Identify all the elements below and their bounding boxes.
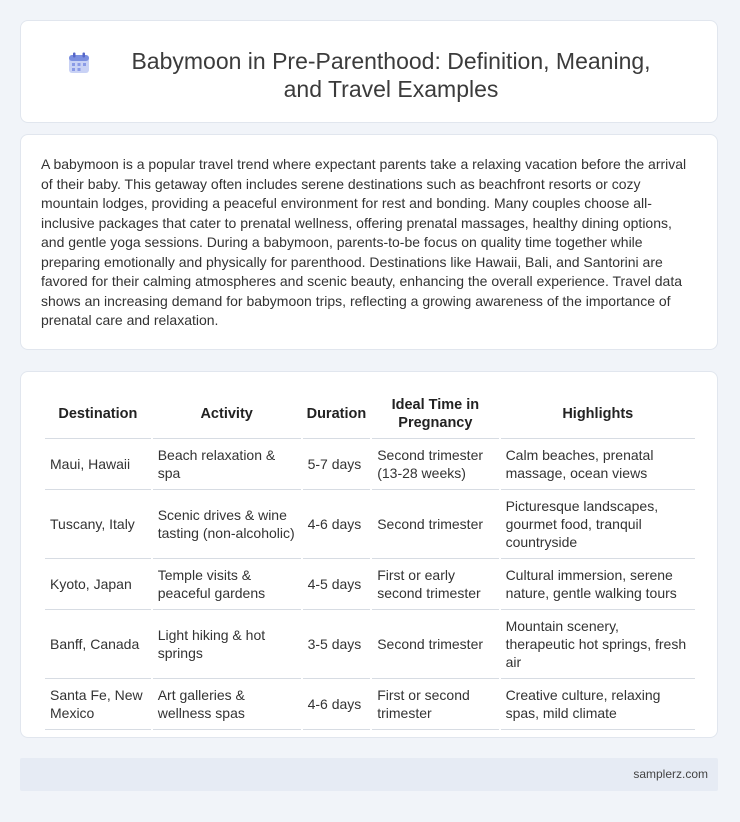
table-card (20, 371, 718, 738)
cell-highlights: Mountain scenery, therapeutic hot springs, fresh air (501, 610, 695, 679)
cell-highlights: Creative culture, relaxing spas, mild climate (501, 679, 695, 730)
cell-activity: Art galleries & wellness spas (153, 679, 301, 730)
footer (20, 758, 718, 791)
header-activity: Activity (153, 390, 301, 439)
table-row (45, 439, 695, 490)
table-row (45, 610, 695, 679)
page-title: Babymoon in Pre-Parenthood: Definition, Meaning, and Travel Examples (131, 48, 651, 102)
title-card (20, 20, 718, 123)
calendar-icon (67, 51, 91, 75)
cell-ideal-time: Second trimester (372, 490, 498, 559)
cell-duration: 4-6 days (303, 679, 371, 730)
cell-activity: Light hiking & hot springs (153, 610, 301, 679)
cell-destination: Banff, Canada (45, 610, 151, 679)
cell-duration: 5-7 days (303, 439, 371, 490)
cell-highlights: Cultural immersion, serene nature, gentle walking tours (501, 559, 695, 610)
cell-destination: Maui, Hawaii (45, 439, 151, 490)
table-row (45, 559, 695, 610)
cell-activity: Temple visits & peaceful gardens (153, 559, 301, 610)
cell-ideal-time: Second trimester (13-28 weeks) (372, 439, 498, 490)
cell-ideal-time: First or second trimester (372, 679, 498, 730)
cell-highlights: Calm beaches, prenatal massage, ocean views (501, 439, 695, 490)
cell-duration: 4-6 days (303, 490, 371, 559)
header-highlights: Highlights (501, 390, 695, 439)
cell-highlights: Picturesque landscapes, gourmet food, tranquil countryside (501, 490, 695, 559)
description-card (20, 134, 718, 350)
description-text: A babymoon is a popular travel trend where expectant parents take a relaxing vacation before the arrival of their baby. This getaway often includes serene destinations such as beachfront resorts or cozy mountain lodges, providing a peaceful environment for rest and bonding. Many couples choose all-inclusive packages that cater to prenatal wellness, offering prenatal massages, healthy dining options, and gentle yoga sessions. During a babymoon, parents-to-be focus on quality time together while preparing emotionally and physically for parenthood. Destinations like Hawaii, Bali, and Santorini are favored for their calming atmospheres and scenic beauty, enhancing the overall experience. Travel data shows an increasing demand for babymoon trips, reflecting a growing awareness of the importance of prenatal care and relaxation. (41, 156, 687, 328)
footer-site-link[interactable]: samplerz.com (633, 767, 708, 781)
header-destination: Destination (45, 390, 151, 439)
table-row (45, 490, 695, 559)
cell-duration: 4-5 days (303, 559, 371, 610)
cell-ideal-time: First or early second trimester (372, 559, 498, 610)
table-header-row (45, 390, 695, 439)
table-row (45, 679, 695, 730)
cell-ideal-time: Second trimester (372, 610, 498, 679)
cell-destination: Kyoto, Japan (45, 559, 151, 610)
cell-destination: Tuscany, Italy (45, 490, 151, 559)
destinations-table (43, 390, 697, 730)
header-ideal-time: Ideal Time in Pregnancy (372, 390, 498, 439)
cell-duration: 3-5 days (303, 610, 371, 679)
header-duration: Duration (303, 390, 371, 439)
cell-activity: Beach relaxation & spa (153, 439, 301, 490)
cell-destination: Santa Fe, New Mexico (45, 679, 151, 730)
cell-activity: Scenic drives & wine tasting (non-alcoholic) (153, 490, 301, 559)
